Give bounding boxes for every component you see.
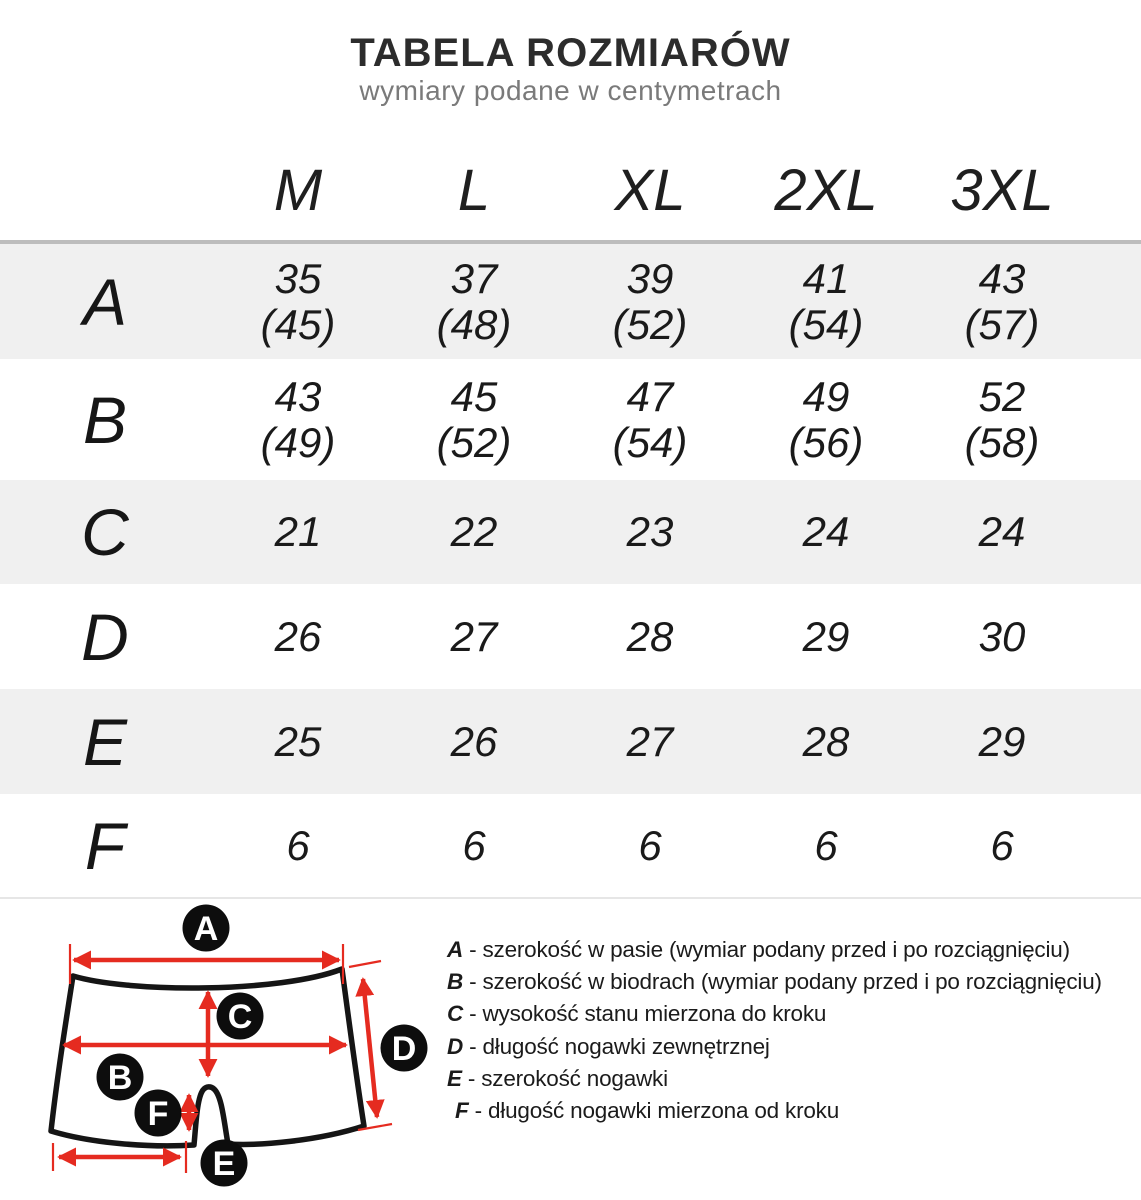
table-cell [562, 719, 738, 765]
page-title: TABELA ROZMIARÓW [350, 31, 791, 75]
cell-value: 45 [450, 372, 498, 420]
size-col-2xl: 2XL [774, 157, 878, 223]
cell-value: 28 [802, 717, 850, 765]
table-cell [738, 614, 914, 660]
legend-item-f [447, 1095, 1141, 1127]
table-cell [386, 256, 562, 348]
legend-text: - wysokość stanu mierzona do kroku [469, 1001, 827, 1027]
cell-value: 43 [978, 254, 1026, 302]
table-cell [914, 509, 1090, 555]
cell-value: 49 [802, 372, 850, 420]
legend-item-a [447, 934, 1141, 966]
size-col-3xl: 3XL [950, 157, 1054, 223]
table-cell [914, 374, 1090, 466]
badge-e [201, 1140, 248, 1187]
cell-value: 23 [626, 508, 674, 555]
cell-value: 27 [450, 612, 498, 660]
cell-value: 26 [274, 612, 322, 660]
legend-key: F [455, 1097, 469, 1123]
cell-value: 6 [990, 821, 1014, 869]
table-cell [914, 823, 1090, 869]
legend-text: - szerokość w pasie (wymiar podany przed i po rozciągnięciu) [469, 937, 1070, 962]
cell-value: 41 [802, 254, 850, 302]
cell-value-stretched: (56) [788, 418, 864, 466]
badge-c-label: C [227, 998, 253, 1036]
table-cell [914, 719, 1090, 765]
table-cell [386, 719, 562, 765]
table-cell [562, 614, 738, 660]
legend-item-d [447, 1031, 1141, 1063]
cell-value-stretched: (58) [964, 418, 1040, 466]
cell-value: 35 [274, 254, 322, 302]
size-col-xl: XL [614, 157, 686, 223]
cell-value: 29 [978, 717, 1026, 765]
legend-text: - długość nogawki mierzona od kroku [474, 1097, 840, 1123]
table-cell [738, 256, 914, 348]
table-cell [210, 256, 386, 348]
row-label: E [82, 704, 128, 779]
legend-key: B [447, 969, 464, 995]
cell-value: 28 [626, 612, 674, 660]
table-cell [914, 614, 1090, 660]
row-label: F [84, 808, 126, 883]
cell-value: 6 [462, 821, 486, 869]
table-cell [914, 256, 1090, 348]
legend-text: - szerokość w biodrach (wymiar podany przed i po rozciągnięciu) [469, 969, 1102, 995]
table-cell [386, 374, 562, 466]
shorts-diagram [0, 895, 450, 1200]
cell-value-stretched: (52) [612, 300, 688, 348]
cell-value: 37 [450, 254, 498, 302]
badge-d [381, 1025, 428, 1072]
cell-value: 6 [286, 821, 310, 869]
table-cell [210, 374, 386, 466]
legend-key: A [447, 937, 464, 962]
badge-d-label: D [391, 1030, 417, 1068]
cell-value-stretched: (54) [612, 418, 688, 466]
table-row-d [0, 584, 1141, 689]
table-row-c [0, 480, 1141, 584]
size-col-m: M [273, 157, 323, 223]
badge-c [217, 993, 264, 1040]
legend-key: C [447, 1001, 464, 1027]
table-cell [386, 823, 562, 869]
table-cell [738, 374, 914, 466]
legend-key: E [447, 1065, 462, 1091]
badge-a [183, 905, 230, 952]
table-cell [562, 256, 738, 348]
cell-value-stretched: (48) [436, 300, 512, 348]
cell-value: 39 [626, 254, 674, 302]
row-label: B [82, 382, 128, 457]
table-cell [562, 374, 738, 466]
cell-value: 47 [626, 372, 674, 420]
row-label: C [81, 495, 129, 569]
arrow-d-tick-top [349, 961, 381, 967]
cell-value: 24 [802, 508, 850, 555]
cell-value: 26 [450, 717, 498, 765]
badge-b [97, 1054, 144, 1101]
cell-value: 6 [638, 821, 662, 869]
badge-f [135, 1090, 182, 1137]
table-cell [738, 823, 914, 869]
table-row-a [0, 240, 1141, 359]
table-cell [386, 614, 562, 660]
cell-value: 22 [450, 508, 498, 555]
legend-text: - długość nogawki zewnętrznej [469, 1033, 770, 1059]
row-label: D [81, 599, 129, 674]
row-label: A [82, 264, 128, 339]
size-col-l: L [457, 157, 491, 223]
table-row-e [0, 689, 1141, 794]
table-cell [210, 509, 386, 555]
cell-value-stretched: (54) [788, 300, 864, 348]
legend-text: - szerokość nogawki [467, 1065, 668, 1091]
table-cell [562, 823, 738, 869]
legend-item-c [447, 998, 1141, 1030]
size-table [0, 140, 1141, 899]
cell-value: 21 [274, 508, 322, 555]
table-cell [738, 509, 914, 555]
table-cell [386, 509, 562, 555]
legend-item-b [447, 966, 1141, 998]
size-header-row [0, 140, 1141, 240]
table-cell [562, 509, 738, 555]
table-cell [210, 719, 386, 765]
arrow-d-outseam [363, 979, 377, 1117]
legend-key: D [447, 1033, 464, 1059]
table-cell [210, 823, 386, 869]
cell-value: 27 [626, 717, 674, 765]
badge-a-label: A [193, 910, 219, 948]
cell-value: 30 [978, 612, 1026, 660]
badge-b-label: B [107, 1059, 133, 1097]
header [0, 30, 1141, 106]
cell-value: 52 [978, 372, 1026, 420]
table-cell [210, 614, 386, 660]
badge-f-label: F [147, 1095, 169, 1133]
cell-value-stretched: (52) [436, 418, 512, 466]
cell-value: 29 [802, 612, 850, 660]
table-cell [738, 719, 914, 765]
cell-value-stretched: (45) [260, 300, 336, 348]
cell-value-stretched: (49) [260, 418, 336, 466]
badge-e-label: E [212, 1145, 236, 1183]
cell-value: 24 [978, 508, 1026, 555]
page-subtitle: wymiary podane w centymetrach [359, 75, 782, 106]
legend-item-e [447, 1063, 1141, 1095]
cell-value-stretched: (57) [964, 300, 1040, 348]
table-row-f [0, 794, 1141, 897]
table-row-b [0, 359, 1141, 480]
measure-legend [447, 934, 1141, 1127]
cell-value: 43 [274, 372, 322, 420]
cell-value: 25 [274, 717, 322, 765]
cell-value: 6 [814, 821, 838, 869]
